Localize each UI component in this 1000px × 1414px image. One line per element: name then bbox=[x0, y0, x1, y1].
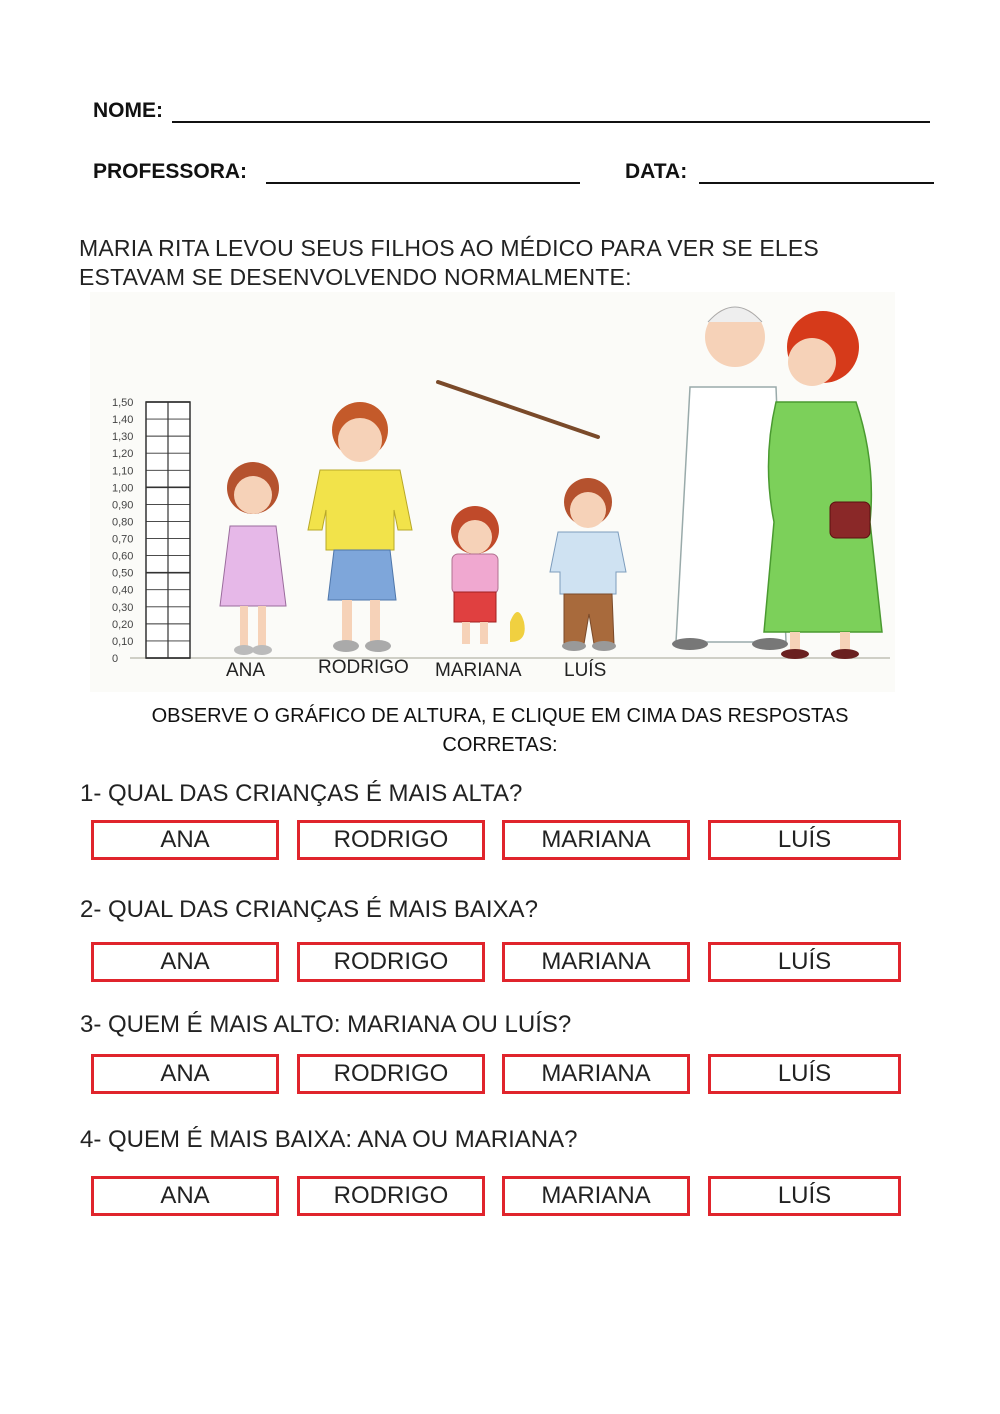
child-luis-figure bbox=[550, 478, 626, 651]
height-scale bbox=[112, 397, 190, 665]
luis-shoe-right bbox=[592, 641, 616, 651]
ana-dress bbox=[220, 526, 286, 606]
scale-tick-label: 0,80 bbox=[112, 516, 134, 529]
data-field[interactable] bbox=[699, 182, 934, 184]
ana-leg-left bbox=[240, 606, 248, 646]
mariana-face bbox=[458, 520, 492, 554]
mariana-shorts bbox=[454, 592, 496, 622]
question-3-text: 3- QUEM É MAIS ALTO: MARIANA OU LUÍS? bbox=[80, 1011, 572, 1038]
mother-leg-right bbox=[840, 632, 850, 650]
scale-tick-label: 0 bbox=[112, 653, 119, 665]
scale-tick-label: 0,70 bbox=[112, 533, 134, 546]
mother-figure bbox=[764, 311, 882, 659]
q2-option-ana[interactable]: ANA bbox=[91, 942, 279, 982]
doctor-shoe-right bbox=[752, 638, 788, 650]
mariana-leg-left bbox=[462, 622, 470, 644]
scale-tick-label: 0,90 bbox=[112, 499, 134, 512]
q3-option-luis[interactable]: LUÍS bbox=[708, 1054, 901, 1094]
mother-face bbox=[788, 338, 836, 386]
q4-option-ana[interactable]: ANA bbox=[91, 1176, 279, 1216]
question-1-text: 1- QUAL DAS CRIANÇAS É MAIS ALTA? bbox=[80, 780, 523, 807]
scale-tick-label: 1,40 bbox=[112, 414, 134, 427]
q2-option-luis[interactable]: LUÍS bbox=[708, 942, 901, 982]
question-4-text: 4- QUEM É MAIS BAIXA: ANA OU MARIANA? bbox=[80, 1126, 578, 1153]
q1-option-ana[interactable]: ANA bbox=[91, 820, 279, 860]
luis-shoe-left bbox=[562, 641, 586, 651]
q3-option-ana[interactable]: ANA bbox=[91, 1054, 279, 1094]
q3-option-mariana[interactable]: MARIANA bbox=[502, 1054, 690, 1094]
mother-shoe-left bbox=[781, 649, 809, 659]
q1-option-mariana[interactable]: MARIANA bbox=[502, 820, 690, 860]
scale-tick-label: 0,20 bbox=[112, 618, 134, 631]
child-mariana-figure bbox=[451, 506, 525, 644]
scale-tick-label: 1,50 bbox=[112, 397, 134, 409]
q4-option-mariana[interactable]: MARIANA bbox=[502, 1176, 690, 1216]
rodrigo-shorts bbox=[328, 550, 396, 600]
ana-shoe-right bbox=[252, 645, 272, 655]
ana-face bbox=[234, 476, 272, 514]
mariana-leg-right bbox=[480, 622, 488, 644]
ana-shoe-left bbox=[234, 645, 254, 655]
luis-shirt bbox=[550, 532, 626, 594]
rodrigo-leg-left bbox=[342, 600, 352, 642]
illustration-svg bbox=[90, 292, 895, 692]
question-2-text: 2- QUAL DAS CRIANÇAS É MAIS BAIXA? bbox=[80, 896, 538, 923]
child-rodrigo-figure bbox=[308, 402, 412, 652]
instructions-line-2: CORRETAS: bbox=[442, 734, 558, 756]
label-rodrigo: RODRIGO bbox=[318, 657, 409, 678]
mother-shoe-right bbox=[831, 649, 859, 659]
scale-tick-label: 0,30 bbox=[112, 601, 134, 614]
child-ana-figure bbox=[220, 462, 286, 655]
scale-tick-label: 1,10 bbox=[112, 465, 134, 478]
q2-option-mariana[interactable]: MARIANA bbox=[502, 942, 690, 982]
label-luis: LUÍS bbox=[564, 660, 607, 681]
instructions-line-1: OBSERVE O GRÁFICO DE ALTURA, E CLIQUE EM CIMA DAS RESPOSTAS bbox=[151, 705, 849, 727]
ana-leg-right bbox=[258, 606, 266, 646]
nome-field[interactable] bbox=[172, 121, 930, 123]
q3-option-rodrigo[interactable]: RODRIGO bbox=[297, 1054, 485, 1094]
mariana-toy bbox=[510, 612, 525, 642]
scale-tick-label: 0,40 bbox=[112, 584, 134, 597]
q4-option-rodrigo[interactable]: RODRIGO bbox=[297, 1176, 485, 1216]
scale-tick-label: 1,30 bbox=[112, 431, 134, 444]
doctor-shoe-left bbox=[672, 638, 708, 650]
mariana-shirt bbox=[452, 554, 498, 594]
rodrigo-shirt bbox=[308, 470, 412, 550]
intro-line-1: MARIA RITA LEVOU SEUS FILHOS AO MÉDICO PARA VER SE ELES bbox=[79, 235, 819, 261]
scale-tick-label: 1,00 bbox=[112, 482, 134, 495]
scale-tick-label: 1,20 bbox=[112, 448, 134, 461]
label-ana: ANA bbox=[226, 660, 266, 681]
rodrigo-shoe-left bbox=[333, 640, 359, 652]
mother-bag bbox=[830, 502, 870, 538]
rodrigo-face bbox=[338, 418, 382, 462]
luis-face bbox=[570, 492, 606, 528]
professora-label: PROFESSORA: bbox=[93, 160, 248, 183]
q4-option-luis[interactable]: LUÍS bbox=[708, 1176, 901, 1216]
intro-line-2: ESTAVAM SE DESENVOLVENDO NORMALMENTE: bbox=[79, 264, 632, 290]
q2-option-rodrigo[interactable]: RODRIGO bbox=[297, 942, 485, 982]
scale-tick-label: 0,50 bbox=[112, 567, 134, 580]
professora-field[interactable] bbox=[266, 182, 580, 184]
mother-leg-left bbox=[790, 632, 800, 650]
luis-pants bbox=[564, 594, 614, 644]
rodrigo-leg-right bbox=[370, 600, 380, 642]
data-label: DATA: bbox=[625, 160, 688, 183]
nome-label: NOME: bbox=[93, 99, 163, 122]
rodrigo-shoe-right bbox=[365, 640, 391, 652]
pointer-stick bbox=[438, 382, 598, 437]
height-illustration bbox=[90, 292, 895, 692]
scale-tick-label: 0,10 bbox=[112, 635, 134, 648]
q1-option-luis[interactable]: LUÍS bbox=[708, 820, 901, 860]
label-mariana: MARIANA bbox=[435, 660, 522, 681]
doctor-hair bbox=[708, 307, 762, 322]
q1-option-rodrigo[interactable]: RODRIGO bbox=[297, 820, 485, 860]
scale-tick-label: 0,60 bbox=[112, 550, 134, 563]
